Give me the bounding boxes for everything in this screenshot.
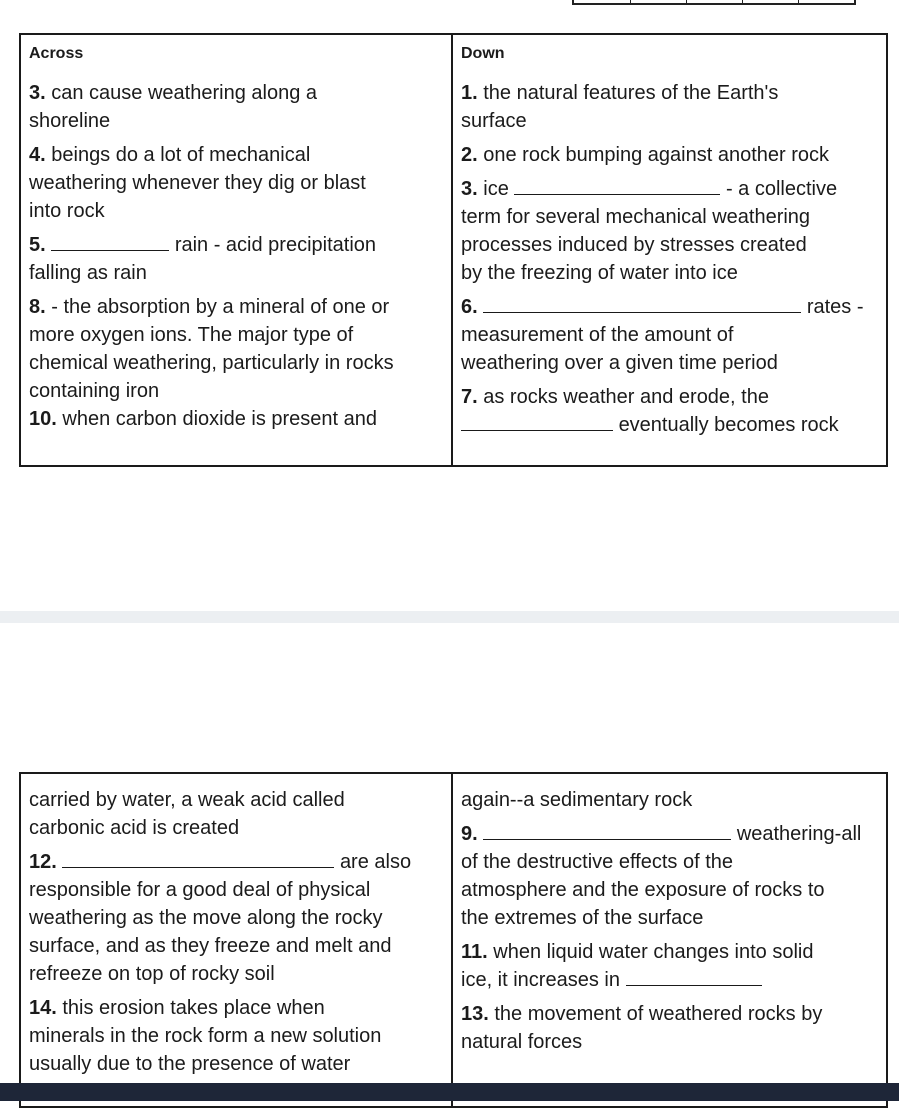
clue-down-9: 9. weathering-all of the destructive effects of the atmosphere and the exposure of rocks to the extremes of the surface — [461, 823, 862, 929]
clue-down-3: 3. ice - a collective term for several mechanical weathering processes induced by stresses created by the freezing of water into ice — [461, 178, 838, 284]
across-header: Across — [29, 45, 84, 62]
answer-blank — [51, 234, 169, 251]
clue-across-10: 10. when carbon dioxide is present and — [29, 408, 378, 430]
down-column — [452, 34, 887, 466]
across-column — [20, 34, 452, 466]
clue-across-4: 4. beings do a lot of mechanical weathering whenever they dig or blast into rock — [29, 144, 366, 222]
clue-across-5: 5. rain - acid precipitation falling as rain — [29, 234, 377, 284]
top-answer-boxes — [572, 0, 856, 5]
answer-blank — [62, 851, 334, 868]
clue-table-page-1 — [19, 33, 888, 467]
clue-across-3: 3. can cause weathering along a shoreline — [29, 82, 317, 132]
down-header: Down — [461, 45, 505, 62]
down-column-continued — [452, 773, 887, 1107]
answer-blank — [483, 296, 801, 313]
clue-across-10-continued: carried by water, a weak acid called carbonic acid is created — [29, 789, 345, 839]
clue-across-12: 12. are also responsible for a good deal of physical weathering as the move along the rocky surface, and as they freeze and melt and refreeze on top of rocky soil — [29, 851, 412, 985]
bottom-toolbar — [0, 1083, 899, 1101]
clue-down-7: 7. as rocks weather and erode, the eventually becomes rock — [461, 386, 839, 436]
clue-down-11: 11. when liquid water changes into solid ice, it increases in — [461, 941, 814, 991]
answer-blank — [461, 414, 613, 431]
clue-down-1: 1. the natural features of the Earth's surface — [461, 82, 779, 132]
clue-down-13: 13. the movement of weathered rocks by natural forces — [461, 1003, 823, 1053]
across-column-continued — [20, 773, 452, 1107]
page-separator — [0, 611, 899, 623]
answer-blank — [626, 969, 762, 986]
answer-blank — [483, 823, 731, 840]
clue-table-page-2 — [19, 772, 888, 1108]
clue-down-6: 6. rates - measurement of the amount of weathering over a given time period — [461, 296, 864, 374]
clue-across-14: 14. this erosion takes place when minerals in the rock form a new solution usually due to the presence of water — [29, 997, 382, 1075]
clue-down-2: 2. one rock bumping against another rock — [461, 144, 830, 166]
clue-across-8: 8. - the absorption by a mineral of one or more oxygen ions. The major type of chemical weathering, particularly in rocks containing iron — [29, 296, 394, 402]
answer-blank — [514, 178, 720, 195]
clue-down-7-continued: again--a sedimentary rock — [461, 789, 693, 811]
